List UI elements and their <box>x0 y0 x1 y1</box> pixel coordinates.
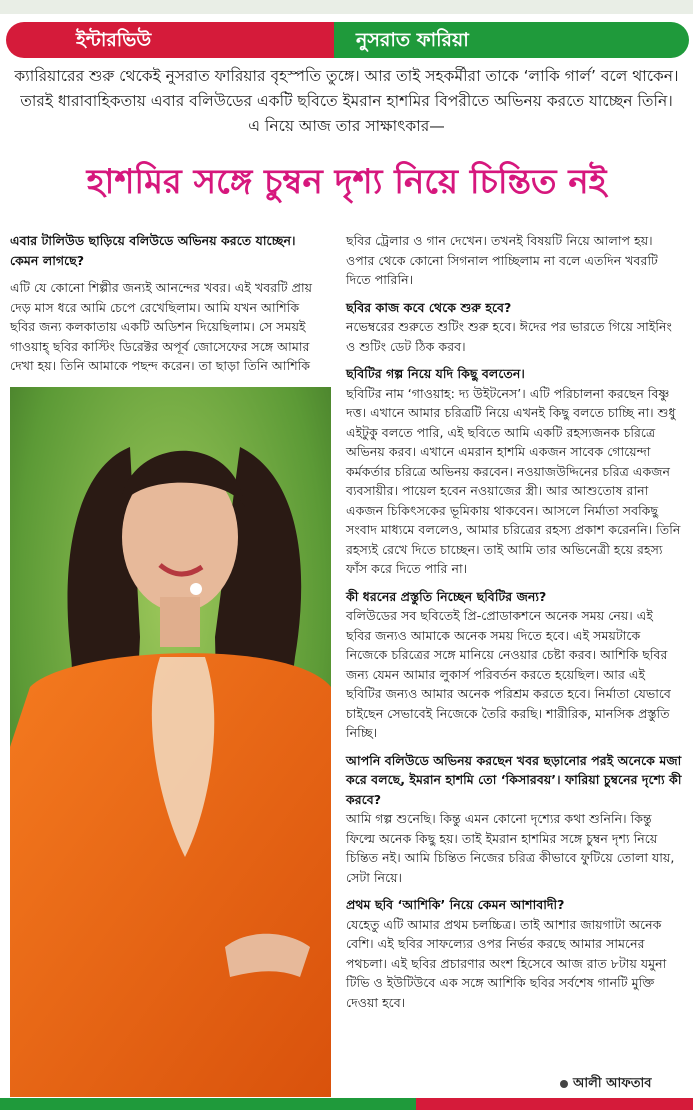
left-column <box>10 231 328 384</box>
bullet-icon <box>560 1080 568 1088</box>
answer-4: বলিউডের সব ছবিতেই প্রি-প্রোডাকশনে অনেক সময় নেয়। এই ছবির জন্যও আমাকে অনেক সময় দিতে হবে। এই সময়টাকে নিজেকে চরিত্রের সঙ্গে মানিয়ে নেওয়ার চেষ্টা করব। আশিকি ছবির জন্য যেমন আমার লুকার্স পরিবর্তন করতে হয়েছিল। আর এই ছবিটির জন্যও আমার অনেক পরিশ্রম করতে হবে। নির্মাতা যেভাবে চাইছেন সেভাবেই নিজেকে তৈরি করছি। শারীরিক, মানসিক প্রস্তুতি নিচ্ছি। <box>346 608 671 740</box>
intro-paragraph: ক্যারিয়ারের শুরু থেকেই নুসরাত ফারিয়ার বৃহস্পতি তুঙ্গে। আর তাই সহকর্মীরা তাকে ‘লাকি গার্ল’ বলে থাকেন। তারই ধারাবাহিকতায় এবার বলিউডের একটি ছবিতে ইমরান হাশমির বিপরীতে অভিনয় করতে যাচ্ছেন তিনি। এ নিয়ে আজ তার সাক্ষাৎকার— <box>14 67 679 135</box>
answer-2: নভেম্বরের শুরুতে শুটিং শুরু হবে। ঈদের পর ভারতে গিয়ে সাইনিং ও শুটিং ডেট ঠিক করব। <box>346 319 672 354</box>
byline <box>560 1074 652 1095</box>
portrait-illustration <box>10 387 331 1097</box>
right-column <box>346 231 682 1020</box>
question-6: প্রথম ছবি ‘আশিকি’ নিয়ে কেমন আশাবাদী? <box>346 897 565 912</box>
answer-1: এটি যে কোনো শিল্পীর জন্যই আনন্দের খবর। এই খবরটি প্রায় দেড় মাস ধরে আমি চেপে রেখেছিলাম। আমি যখন আশিকি ছবির জন্য কলকাতায় একটি অডিশন দিয়েছিলাম। সে সময়ই গাওয়াহ্ ছবির কাস্টিং ডিরেক্টর অপূর্ব জোসেফের সঙ্গে আমার দেখা হয়। তিনি আমাকে পছন্দ করেন। তা ছাড়া তিনি আশিকি <box>10 280 313 373</box>
question-5: আপনি বলিউডে অভিনয় করছেন খবর ছড়ানোর পরই অনেকে মজা করে বলছে, ইমরান হাশমি তো ‘কিসারবয়’। ফারিয়া চুম্বনের দৃশ্যে কী করবে? <box>346 752 682 807</box>
question-3: ছবিটির গল্প নিয়ে যদি কিছু বলতেন। <box>346 366 525 381</box>
section-banner <box>6 22 689 58</box>
answer-3: ছবিটির নাম ‘গাওয়াহ: দ্য উইটনেস’। এটি পরিচালনা করছেন বিষ্ণু দত্ত। এখানে আমার চরিত্রটি নিয়ে এখনই কিছু বলতে চাচ্ছি না। শুধু এইটুকু বলতে পারি, এই ছবিতে আমি একটি রহস্যজনক চরিত্রে অভিনয় করব। এখানে এমরান হাশমি একজন সাবেক গোয়েন্দা কর্মকর্তার চরিত্রে অভিনয় করবেন। নওয়াজউদ্দিনের চরিত্র একজন ব্যবসায়ীর। পায়েল হবেন নওয়াজের স্ত্রী। আর আশুতোষ রানা একজন চিকিৎসকের ভূমিকায় থাকবেন। আসলে নির্মাতা সবকিছু সংবাদ মাধ্যমে বললেও, আমার চরিত্রের রহস্য প্রকাশ করেননি। তিনি রহস্যই রেখে দিতে চাচ্ছেন। তাই আমি তার অভিনেত্রী হয়ে রহস্য ফাঁস করে দিতে পারি না। <box>346 385 681 576</box>
answer-6: যেহেতু এটি আমার প্রথম চলচ্চিত্র। তাই আশার জায়গাটা অনেক বেশি। এই ছবির সাফল্যের ওপর নির্ভর করছে আমার সামনের পথচলা। এই ছবির প্রচারণার অংশ হিসেবে আজ রাত ৮টায় যমুনা টিভি ও ইউটিউবে এক সঙ্গে আশিকি ছবির সর্বশেষ গানটি মুক্তি দেওয়া হবে। <box>346 916 667 1010</box>
author-name: আলী আফতাব <box>573 1076 652 1091</box>
top-border <box>0 0 693 14</box>
answer-1-continued: ছবির ট্রেলার ও গান দেখেন। তখনই বিষয়টি নিয়ে আলাপ হয়। ওপার থেকে কোনো সিগনাল পাচ্ছিলাম না বলে এতদিন খবরটি দিতে পারিনি। <box>346 233 658 287</box>
section-label: ইন্টারভিউ <box>6 22 334 58</box>
portrait-photo <box>10 387 331 1097</box>
question-2: ছবির কাজ কবে থেকে শুরু হবে? <box>346 299 512 315</box>
article-headline: হাশমির সঙ্গে চুম্বন দৃশ্য নিয়ে চিন্তিত নই <box>86 162 607 202</box>
answer-5: আমি গল্প শুনেছি। কিন্তু এমন কোনো দৃশ্যের কথা শুনিনি। কিন্তু ফিল্মে অনেক কিছু হয়। তাই ইমরান হাশমির সঙ্গে চুম্বন দৃশ্য নিয়ে চিন্তিত নই। আমি চিন্তিত নিজের চরিত্র কীভাবে ফুটিয়ে তোলা যায়, সেটা নিয়ে। <box>346 811 675 885</box>
question-4: কী ধরনের প্রস্তুতি নিচ্ছেন ছবিটির জন্য? <box>346 588 547 604</box>
subject-name-label: নুসরাত ফারিয়া <box>334 22 689 58</box>
bottom-color-bar <box>0 1098 693 1110</box>
question-1: এবার টালিউড ছাড়িয়ে বলিউডে অভিনয় করতে যাচ্ছেন। কেমন লাগছে? <box>10 233 296 268</box>
